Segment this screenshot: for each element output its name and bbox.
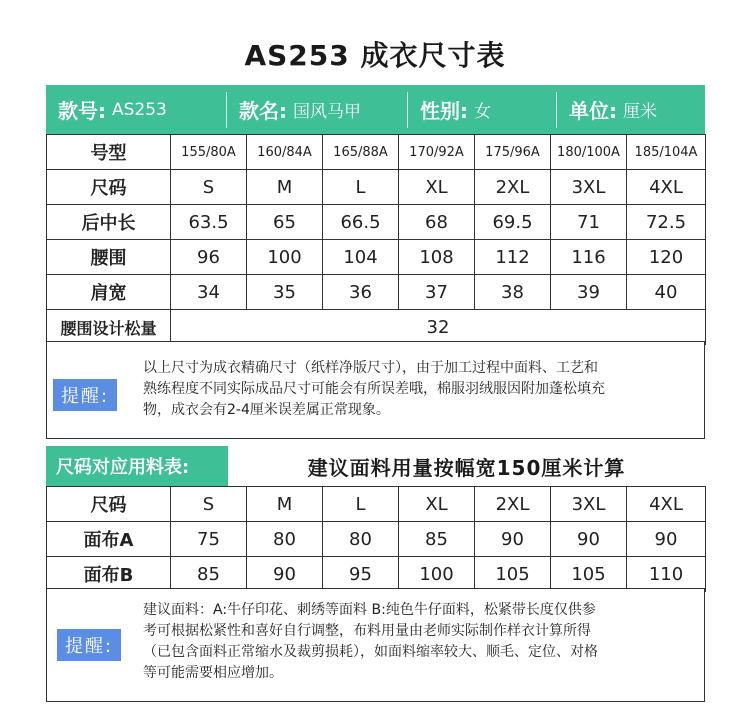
fabric-a-cell: 90	[551, 522, 627, 557]
product-info-bar	[46, 85, 705, 134]
fabric-size-cell: 2XL	[475, 487, 551, 522]
model-cell: 160/84A	[247, 135, 323, 170]
fabric-reminder-line: 等可能需要相应增加。	[143, 665, 283, 681]
fabric-size-cell: XL	[399, 487, 475, 522]
fabric-size-cell: M	[247, 487, 323, 522]
size-row	[47, 170, 706, 205]
name-label: 款名:	[239, 99, 287, 123]
fabric-a-cell: 75	[171, 522, 247, 557]
waist-cell: 116	[551, 240, 627, 275]
fabric-b-cell: 110	[627, 557, 706, 592]
back-length-row	[47, 205, 706, 240]
unit-value: 厘米	[623, 102, 657, 122]
size-cell: S	[171, 170, 247, 205]
model-cell: 175/96A	[475, 135, 551, 170]
model-cell: 155/80A	[171, 135, 247, 170]
fabric-reminder-box	[46, 588, 705, 702]
fabric-b-cell: 105	[551, 557, 627, 592]
fabric-size-cell: 3XL	[551, 487, 627, 522]
model-cell: 180/100A	[551, 135, 627, 170]
ease-value: 32	[171, 310, 706, 345]
fabric-a-row	[47, 522, 706, 557]
shoulder-cell: 37	[399, 275, 475, 310]
size-label: 尺码	[47, 170, 171, 205]
fabric-a-cell: 90	[627, 522, 706, 557]
reminder-line: 熟练程度不同实际成品尺寸可能会有所误差哦，棉服羽绒服因附加蓬松填充	[143, 381, 605, 397]
fabric-reminder-text	[143, 600, 598, 684]
shoulder-cell: 39	[551, 275, 627, 310]
back-length-label: 后中长	[47, 205, 171, 240]
waist-cell: 120	[627, 240, 706, 275]
size-cell: 4XL	[627, 170, 706, 205]
fabric-size-cell: 4XL	[627, 487, 706, 522]
shoulder-label: 肩宽	[47, 275, 171, 310]
fabric-section-header	[46, 446, 705, 486]
model-cell: 185/104A	[627, 135, 706, 170]
fabric-b-label: 面布B	[47, 557, 171, 592]
reminder-line: 物，成衣会有2-4厘米误差属正常现象。	[143, 402, 390, 418]
fabric-size-cell: L	[323, 487, 399, 522]
fabric-size-row	[47, 487, 706, 522]
name-cell	[227, 85, 407, 134]
gender-value: 女	[474, 102, 491, 122]
fabric-table	[46, 486, 706, 592]
size-cell: 3XL	[551, 170, 627, 205]
style-no-label: 款号:	[58, 99, 106, 123]
back-length-cell: 71	[551, 205, 627, 240]
fabric-section-label: 尺码对应用料表:	[46, 446, 228, 486]
shoulder-cell: 40	[627, 275, 706, 310]
waist-row	[47, 240, 706, 275]
fabric-a-label: 面布A	[47, 522, 171, 557]
fabric-a-cell: 90	[475, 522, 551, 557]
back-length-cell: 69.5	[475, 205, 551, 240]
reminder-tag: 提醒:	[53, 379, 117, 411]
fabric-size-cell: S	[171, 487, 247, 522]
page-title: AS253 成衣尺寸表	[244, 39, 506, 72]
waist-cell: 108	[399, 240, 475, 275]
fabric-reminder-line: 考可根据松紧性和喜好自行调整，布料用量由老师实际制作样衣计算所得	[143, 623, 591, 639]
waist-label: 腰围	[47, 240, 171, 275]
fabric-a-cell: 80	[323, 522, 399, 557]
back-length-cell: 63.5	[171, 205, 247, 240]
gender-cell	[408, 85, 556, 134]
fabric-a-cell: 80	[247, 522, 323, 557]
fabric-reminder-line: （已包含面料正常缩水及裁剪损耗），如面料缩率较大、顺毛、定位、对格	[143, 644, 598, 660]
ease-row	[47, 310, 706, 345]
fabric-reminder-line: 建议面料：A:牛仔印花、刺绣等面料 B:纯色牛仔面料，松紧带长度仅供参	[143, 602, 596, 618]
waist-cell: 104	[323, 240, 399, 275]
name-value: 国风马甲	[293, 102, 361, 122]
fabric-size-label: 尺码	[47, 487, 171, 522]
shoulder-row	[47, 275, 706, 310]
style-no-cell	[46, 85, 226, 134]
size-table	[46, 134, 706, 345]
size-cell: XL	[399, 170, 475, 205]
model-row	[47, 135, 706, 170]
reminder-line: 以上尺寸为成衣精确尺寸（纸样净版尺寸），由于加工过程中面料、工艺和	[143, 360, 598, 376]
style-no-value: AS253	[112, 99, 167, 120]
reminder-text	[143, 358, 605, 421]
fabric-b-cell: 85	[171, 557, 247, 592]
back-length-cell: 68	[399, 205, 475, 240]
fabric-b-row	[47, 557, 706, 592]
shoulder-cell: 35	[247, 275, 323, 310]
waist-cell: 100	[247, 240, 323, 275]
fabric-b-cell: 105	[475, 557, 551, 592]
ease-label: 腰围设计松量	[47, 310, 171, 345]
unit-cell	[557, 85, 702, 134]
model-cell: 170/92A	[399, 135, 475, 170]
waist-cell: 112	[475, 240, 551, 275]
size-cell: M	[247, 170, 323, 205]
reminder-box	[46, 341, 705, 439]
model-cell: 165/88A	[323, 135, 399, 170]
back-length-cell: 66.5	[323, 205, 399, 240]
shoulder-cell: 38	[475, 275, 551, 310]
model-label: 号型	[47, 135, 171, 170]
shoulder-cell: 34	[171, 275, 247, 310]
fabric-b-cell: 90	[247, 557, 323, 592]
fabric-section-note: 建议面料用量按幅宽150厘米计算	[307, 455, 626, 480]
gender-label: 性别:	[420, 99, 468, 123]
fabric-b-cell: 95	[323, 557, 399, 592]
back-length-cell: 72.5	[627, 205, 706, 240]
fabric-a-cell: 85	[399, 522, 475, 557]
waist-cell: 96	[171, 240, 247, 275]
fabric-reminder-tag: 提醒:	[57, 629, 121, 661]
fabric-b-cell: 100	[399, 557, 475, 592]
unit-label: 单位:	[569, 99, 617, 123]
back-length-cell: 65	[247, 205, 323, 240]
size-cell: 2XL	[475, 170, 551, 205]
size-cell: L	[323, 170, 399, 205]
shoulder-cell: 36	[323, 275, 399, 310]
